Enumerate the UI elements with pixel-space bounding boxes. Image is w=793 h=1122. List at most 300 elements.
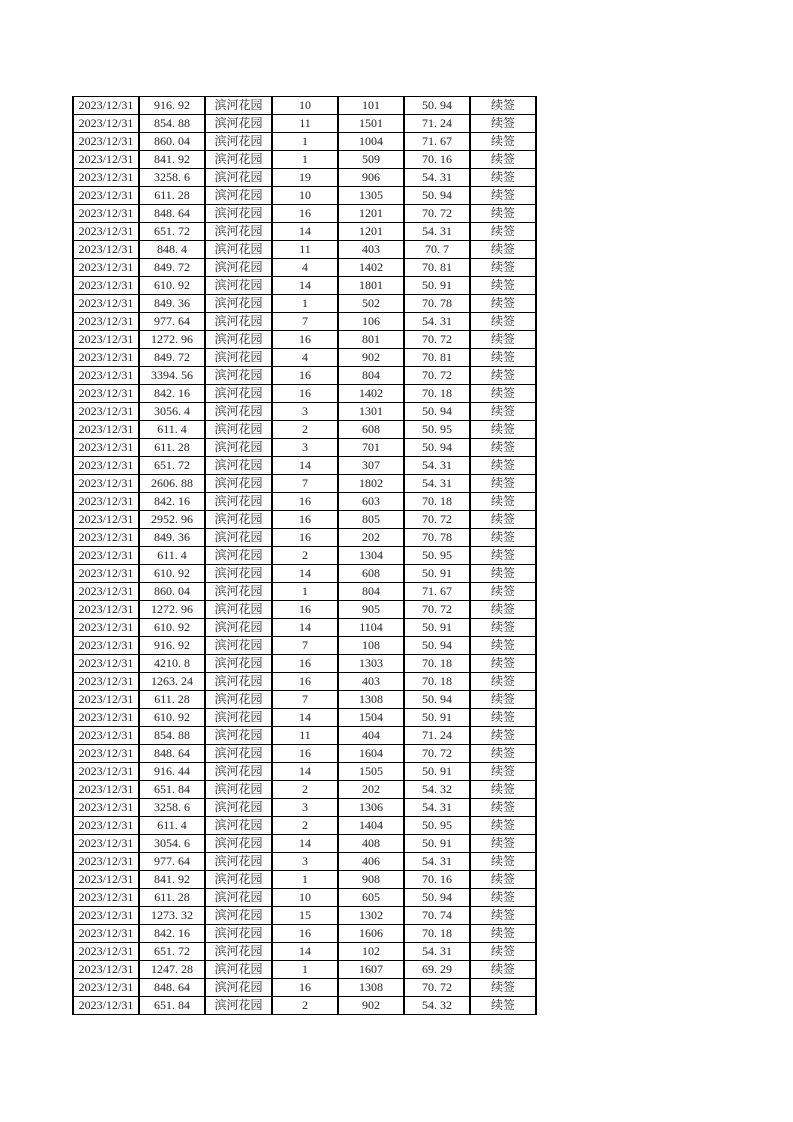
cell-amount: 1273. 32 [139, 907, 205, 925]
cell-status: 续签 [470, 673, 536, 691]
cell-date: 2023/12/31 [73, 889, 139, 907]
cell-status: 续签 [470, 97, 536, 115]
cell-building: 3 [272, 799, 338, 817]
cell-area: 50. 91 [404, 565, 470, 583]
table-row [73, 943, 536, 961]
cell-community: 滨河花园 [205, 565, 272, 583]
table-row [73, 403, 536, 421]
cell-date: 2023/12/31 [73, 169, 139, 187]
cell-area: 54. 32 [404, 997, 470, 1015]
cell-amount: 848. 64 [139, 205, 205, 223]
cell-community: 滨河花园 [205, 511, 272, 529]
table-row [73, 781, 536, 799]
cell-community: 滨河花园 [205, 547, 272, 565]
cell-amount: 842. 16 [139, 493, 205, 511]
cell-date: 2023/12/31 [73, 457, 139, 475]
cell-amount: 611. 4 [139, 817, 205, 835]
cell-amount: 842. 16 [139, 925, 205, 943]
cell-status: 续签 [470, 547, 536, 565]
cell-date: 2023/12/31 [73, 727, 139, 745]
cell-date: 2023/12/31 [73, 601, 139, 619]
cell-community: 滨河花园 [205, 961, 272, 979]
cell-status: 续签 [470, 871, 536, 889]
cell-area: 50. 91 [404, 619, 470, 637]
cell-room: 1402 [338, 385, 404, 403]
cell-status: 续签 [470, 943, 536, 961]
cell-area: 50. 91 [404, 277, 470, 295]
cell-area: 50. 95 [404, 817, 470, 835]
cell-building: 7 [272, 691, 338, 709]
cell-area: 70. 72 [404, 601, 470, 619]
cell-building: 2 [272, 817, 338, 835]
cell-date: 2023/12/31 [73, 835, 139, 853]
table-body [73, 97, 536, 1015]
cell-amount: 2606. 88 [139, 475, 205, 493]
cell-amount: 4210. 8 [139, 655, 205, 673]
cell-community: 滨河花园 [205, 313, 272, 331]
cell-area: 50. 94 [404, 97, 470, 115]
cell-area: 71. 67 [404, 133, 470, 151]
cell-room: 804 [338, 367, 404, 385]
cell-room: 906 [338, 169, 404, 187]
table-row [73, 205, 536, 223]
cell-amount: 977. 64 [139, 313, 205, 331]
cell-area: 50. 94 [404, 439, 470, 457]
cell-area: 70. 74 [404, 907, 470, 925]
cell-building: 3 [272, 403, 338, 421]
cell-community: 滨河花园 [205, 691, 272, 709]
cell-area: 70. 7 [404, 241, 470, 259]
cell-community: 滨河花园 [205, 979, 272, 997]
cell-date: 2023/12/31 [73, 925, 139, 943]
cell-status: 续签 [470, 151, 536, 169]
cell-status: 续签 [470, 781, 536, 799]
cell-status: 续签 [470, 493, 536, 511]
cell-building: 16 [272, 205, 338, 223]
cell-community: 滨河花园 [205, 655, 272, 673]
cell-area: 71. 67 [404, 583, 470, 601]
cell-building: 3 [272, 853, 338, 871]
table-row [73, 889, 536, 907]
cell-amount: 1272. 96 [139, 601, 205, 619]
cell-community: 滨河花园 [205, 799, 272, 817]
cell-status: 续签 [470, 619, 536, 637]
cell-amount: 611. 28 [139, 691, 205, 709]
table-row [73, 187, 536, 205]
cell-room: 608 [338, 565, 404, 583]
cell-room: 307 [338, 457, 404, 475]
cell-building: 1 [272, 961, 338, 979]
cell-room: 1308 [338, 979, 404, 997]
cell-area: 54. 32 [404, 781, 470, 799]
cell-room: 1504 [338, 709, 404, 727]
cell-community: 滨河花园 [205, 367, 272, 385]
cell-area: 70. 81 [404, 259, 470, 277]
table-row [73, 241, 536, 259]
cell-status: 续签 [470, 313, 536, 331]
cell-area: 54. 31 [404, 799, 470, 817]
cell-building: 1 [272, 295, 338, 313]
cell-amount: 611. 28 [139, 439, 205, 457]
table-row [73, 799, 536, 817]
cell-building: 15 [272, 907, 338, 925]
cell-status: 续签 [470, 187, 536, 205]
cell-building: 16 [272, 385, 338, 403]
table-row [73, 853, 536, 871]
cell-date: 2023/12/31 [73, 745, 139, 763]
cell-status: 续签 [470, 133, 536, 151]
cell-room: 102 [338, 943, 404, 961]
cell-status: 续签 [470, 367, 536, 385]
cell-status: 续签 [470, 403, 536, 421]
table-row [73, 475, 536, 493]
cell-status: 续签 [470, 259, 536, 277]
cell-room: 101 [338, 97, 404, 115]
cell-amount: 610. 92 [139, 709, 205, 727]
cell-area: 70. 72 [404, 745, 470, 763]
cell-area: 70. 72 [404, 511, 470, 529]
cell-status: 续签 [470, 763, 536, 781]
cell-room: 404 [338, 727, 404, 745]
cell-room: 1301 [338, 403, 404, 421]
cell-amount: 841. 92 [139, 151, 205, 169]
table-row [73, 97, 536, 115]
cell-building: 16 [272, 655, 338, 673]
cell-room: 406 [338, 853, 404, 871]
cell-date: 2023/12/31 [73, 979, 139, 997]
cell-room: 801 [338, 331, 404, 349]
cell-community: 滨河花园 [205, 169, 272, 187]
cell-community: 滨河花园 [205, 493, 272, 511]
cell-area: 70. 18 [404, 925, 470, 943]
cell-community: 滨河花园 [205, 673, 272, 691]
cell-community: 滨河花园 [205, 781, 272, 799]
cell-building: 1 [272, 151, 338, 169]
cell-amount: 2952. 96 [139, 511, 205, 529]
cell-building: 14 [272, 277, 338, 295]
cell-amount: 916. 92 [139, 637, 205, 655]
cell-area: 50. 95 [404, 547, 470, 565]
cell-building: 14 [272, 763, 338, 781]
cell-community: 滨河花园 [205, 403, 272, 421]
cell-date: 2023/12/31 [73, 241, 139, 259]
cell-date: 2023/12/31 [73, 565, 139, 583]
cell-status: 续签 [470, 583, 536, 601]
cell-room: 902 [338, 349, 404, 367]
cell-status: 续签 [470, 817, 536, 835]
cell-building: 16 [272, 925, 338, 943]
cell-area: 70. 72 [404, 367, 470, 385]
cell-amount: 3394. 56 [139, 367, 205, 385]
table-row [73, 421, 536, 439]
cell-building: 16 [272, 601, 338, 619]
cell-status: 续签 [470, 637, 536, 655]
cell-date: 2023/12/31 [73, 385, 139, 403]
cell-room: 202 [338, 781, 404, 799]
cell-date: 2023/12/31 [73, 763, 139, 781]
cell-date: 2023/12/31 [73, 421, 139, 439]
cell-amount: 849. 72 [139, 349, 205, 367]
cell-room: 1004 [338, 133, 404, 151]
cell-room: 1607 [338, 961, 404, 979]
cell-amount: 651. 84 [139, 781, 205, 799]
cell-area: 71. 24 [404, 727, 470, 745]
cell-area: 70. 18 [404, 673, 470, 691]
cell-amount: 611. 4 [139, 421, 205, 439]
cell-date: 2023/12/31 [73, 871, 139, 889]
cell-date: 2023/12/31 [73, 673, 139, 691]
cell-community: 滨河花园 [205, 439, 272, 457]
cell-date: 2023/12/31 [73, 475, 139, 493]
cell-room: 1201 [338, 223, 404, 241]
cell-status: 续签 [470, 853, 536, 871]
cell-amount: 651. 72 [139, 223, 205, 241]
cell-area: 54. 31 [404, 943, 470, 961]
cell-building: 16 [272, 745, 338, 763]
lease-renewal-table [72, 96, 537, 1015]
cell-community: 滨河花园 [205, 385, 272, 403]
cell-date: 2023/12/31 [73, 223, 139, 241]
table-row [73, 871, 536, 889]
cell-date: 2023/12/31 [73, 367, 139, 385]
cell-status: 续签 [470, 961, 536, 979]
cell-community: 滨河花园 [205, 529, 272, 547]
cell-building: 2 [272, 997, 338, 1015]
table-row [73, 727, 536, 745]
cell-room: 1104 [338, 619, 404, 637]
cell-amount: 651. 84 [139, 997, 205, 1015]
cell-date: 2023/12/31 [73, 817, 139, 835]
cell-status: 续签 [470, 439, 536, 457]
cell-date: 2023/12/31 [73, 655, 139, 673]
cell-area: 70. 16 [404, 151, 470, 169]
cell-amount: 611. 4 [139, 547, 205, 565]
table-row [73, 439, 536, 457]
cell-room: 403 [338, 241, 404, 259]
cell-area: 50. 94 [404, 637, 470, 655]
cell-date: 2023/12/31 [73, 277, 139, 295]
cell-area: 70. 72 [404, 205, 470, 223]
table-row [73, 835, 536, 853]
table-row [73, 691, 536, 709]
cell-amount: 860. 04 [139, 133, 205, 151]
table-row [73, 709, 536, 727]
cell-building: 16 [272, 511, 338, 529]
cell-building: 7 [272, 637, 338, 655]
cell-status: 续签 [470, 295, 536, 313]
cell-amount: 849. 36 [139, 529, 205, 547]
cell-community: 滨河花园 [205, 151, 272, 169]
cell-building: 16 [272, 493, 338, 511]
cell-date: 2023/12/31 [73, 403, 139, 421]
cell-room: 603 [338, 493, 404, 511]
cell-date: 2023/12/31 [73, 133, 139, 151]
cell-status: 续签 [470, 169, 536, 187]
cell-area: 50. 94 [404, 889, 470, 907]
cell-community: 滨河花园 [205, 223, 272, 241]
cell-amount: 854. 88 [139, 727, 205, 745]
cell-amount: 848. 64 [139, 745, 205, 763]
cell-room: 608 [338, 421, 404, 439]
cell-building: 19 [272, 169, 338, 187]
cell-building: 14 [272, 709, 338, 727]
cell-area: 70. 72 [404, 331, 470, 349]
cell-status: 续签 [470, 601, 536, 619]
cell-room: 502 [338, 295, 404, 313]
cell-building: 14 [272, 835, 338, 853]
cell-community: 滨河花园 [205, 295, 272, 313]
cell-community: 滨河花园 [205, 187, 272, 205]
table-row [73, 529, 536, 547]
table-row [73, 925, 536, 943]
cell-community: 滨河花园 [205, 853, 272, 871]
cell-date: 2023/12/31 [73, 961, 139, 979]
cell-amount: 611. 28 [139, 889, 205, 907]
cell-status: 续签 [470, 727, 536, 745]
cell-amount: 3056. 4 [139, 403, 205, 421]
cell-status: 续签 [470, 835, 536, 853]
table-row [73, 907, 536, 925]
cell-status: 续签 [470, 277, 536, 295]
cell-area: 50. 95 [404, 421, 470, 439]
cell-amount: 610. 92 [139, 277, 205, 295]
table-row [73, 997, 536, 1015]
cell-amount: 842. 16 [139, 385, 205, 403]
cell-room: 1303 [338, 655, 404, 673]
cell-amount: 841. 92 [139, 871, 205, 889]
cell-date: 2023/12/31 [73, 943, 139, 961]
cell-room: 403 [338, 673, 404, 691]
cell-room: 1606 [338, 925, 404, 943]
table-row [73, 565, 536, 583]
cell-community: 滨河花园 [205, 583, 272, 601]
cell-community: 滨河花园 [205, 601, 272, 619]
table-row [73, 619, 536, 637]
cell-room: 902 [338, 997, 404, 1015]
cell-amount: 3258. 6 [139, 799, 205, 817]
cell-status: 续签 [470, 709, 536, 727]
cell-area: 70. 18 [404, 493, 470, 511]
cell-date: 2023/12/31 [73, 853, 139, 871]
cell-building: 1 [272, 133, 338, 151]
table-row [73, 583, 536, 601]
cell-status: 续签 [470, 223, 536, 241]
cell-status: 续签 [470, 511, 536, 529]
cell-status: 续签 [470, 115, 536, 133]
cell-area: 50. 91 [404, 709, 470, 727]
cell-area: 70. 72 [404, 979, 470, 997]
cell-building: 10 [272, 97, 338, 115]
cell-amount: 860. 04 [139, 583, 205, 601]
cell-room: 908 [338, 871, 404, 889]
cell-area: 54. 31 [404, 853, 470, 871]
cell-status: 续签 [470, 349, 536, 367]
cell-status: 续签 [470, 205, 536, 223]
cell-amount: 849. 72 [139, 259, 205, 277]
cell-building: 14 [272, 619, 338, 637]
cell-building: 2 [272, 781, 338, 799]
cell-building: 10 [272, 187, 338, 205]
cell-date: 2023/12/31 [73, 799, 139, 817]
table-row [73, 547, 536, 565]
cell-building: 7 [272, 313, 338, 331]
cell-room: 905 [338, 601, 404, 619]
cell-area: 54. 31 [404, 457, 470, 475]
cell-area: 70. 16 [404, 871, 470, 889]
table-row [73, 673, 536, 691]
table-row [73, 295, 536, 313]
cell-area: 50. 94 [404, 403, 470, 421]
cell-community: 滨河花园 [205, 241, 272, 259]
table-row [73, 745, 536, 763]
cell-status: 续签 [470, 979, 536, 997]
cell-date: 2023/12/31 [73, 259, 139, 277]
table-row [73, 259, 536, 277]
cell-building: 3 [272, 439, 338, 457]
cell-date: 2023/12/31 [73, 313, 139, 331]
table-row [73, 601, 536, 619]
table-row [73, 277, 536, 295]
cell-amount: 849. 36 [139, 295, 205, 313]
cell-area: 54. 31 [404, 223, 470, 241]
cell-status: 续签 [470, 889, 536, 907]
cell-area: 70. 78 [404, 529, 470, 547]
cell-room: 1505 [338, 763, 404, 781]
cell-community: 滨河花园 [205, 925, 272, 943]
cell-building: 14 [272, 943, 338, 961]
cell-room: 1304 [338, 547, 404, 565]
cell-date: 2023/12/31 [73, 997, 139, 1015]
cell-amount: 1247. 28 [139, 961, 205, 979]
cell-area: 54. 31 [404, 169, 470, 187]
cell-community: 滨河花园 [205, 727, 272, 745]
cell-amount: 3054. 6 [139, 835, 205, 853]
cell-area: 50. 91 [404, 763, 470, 781]
cell-area: 70. 78 [404, 295, 470, 313]
cell-date: 2023/12/31 [73, 115, 139, 133]
cell-area: 70. 81 [404, 349, 470, 367]
cell-building: 10 [272, 889, 338, 907]
cell-date: 2023/12/31 [73, 187, 139, 205]
cell-community: 滨河花园 [205, 421, 272, 439]
cell-status: 续签 [470, 475, 536, 493]
cell-community: 滨河花园 [205, 889, 272, 907]
cell-date: 2023/12/31 [73, 907, 139, 925]
cell-building: 16 [272, 673, 338, 691]
cell-area: 50. 91 [404, 835, 470, 853]
cell-date: 2023/12/31 [73, 151, 139, 169]
cell-area: 70. 18 [404, 655, 470, 673]
cell-building: 16 [272, 367, 338, 385]
cell-area: 54. 31 [404, 475, 470, 493]
table-row [73, 817, 536, 835]
table-row [73, 493, 536, 511]
cell-community: 滨河花园 [205, 457, 272, 475]
cell-building: 1 [272, 871, 338, 889]
cell-community: 滨河花园 [205, 97, 272, 115]
cell-status: 续签 [470, 925, 536, 943]
cell-status: 续签 [470, 997, 536, 1015]
cell-building: 16 [272, 529, 338, 547]
cell-area: 54. 31 [404, 313, 470, 331]
cell-status: 续签 [470, 655, 536, 673]
cell-room: 1501 [338, 115, 404, 133]
cell-community: 滨河花园 [205, 115, 272, 133]
cell-community: 滨河花园 [205, 349, 272, 367]
cell-community: 滨河花园 [205, 907, 272, 925]
cell-room: 408 [338, 835, 404, 853]
cell-building: 4 [272, 349, 338, 367]
